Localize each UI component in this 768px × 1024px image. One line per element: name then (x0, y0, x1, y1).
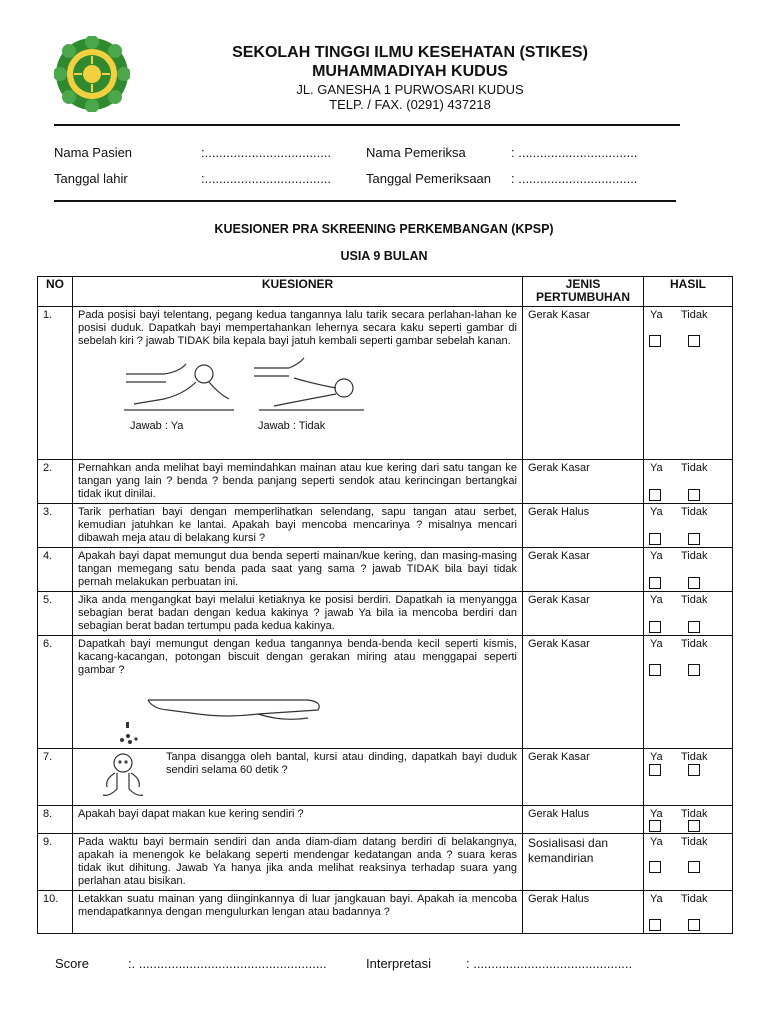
hasil-cell (644, 307, 733, 460)
row-number: 3. (38, 504, 73, 548)
nama-pemeriksa-label: Nama Pemeriksa (366, 145, 466, 160)
type-cell: Gerak Kasar (523, 548, 644, 592)
tidak-label: Tidak (681, 550, 708, 562)
type-cell: Gerak Kasar (523, 636, 644, 749)
question-text: Tanpa disangga oleh bantal, kursi atau dinding, dapatkah bayi duduk sendiri selama 60 detik ? (166, 751, 517, 776)
header-hasil: HASIL (644, 277, 733, 307)
question-cell (73, 636, 523, 749)
tanggal-lahir-label: Tanggal lahir (54, 171, 128, 186)
type-cell: Gerak Halus (523, 891, 644, 934)
ya-checkbox[interactable] (649, 533, 661, 545)
tidak-checkbox[interactable] (688, 664, 700, 676)
header-kuesioner: KUESIONER (73, 277, 523, 307)
question-text: Pada posisi bayi telentang, pegang kedua tangannya lalu tarik secara perlahan-lahan ke posisi duduk. Dapatkah bayi mempertahankan lehernya secara kaku seperti gambar di sebelah kiri ? jawab TIDAK bila kepala bayi jatuh kembali seperti gambar sebelah kanan. (78, 309, 517, 347)
row-number: 5. (38, 592, 73, 636)
row-number: 2. (38, 460, 73, 504)
ya-label: Ya (650, 808, 663, 820)
row-number: 7. (38, 749, 73, 806)
tidak-checkbox[interactable] (688, 533, 700, 545)
tidak-label: Tidak (681, 638, 708, 650)
tidak-checkbox[interactable] (688, 919, 700, 931)
ya-label: Ya (650, 309, 663, 321)
question-text: Tarik perhatian bayi dengan memperlihatkan selendang, sapu tangan atau serbet, kemudian jatuhkan ke lantai. Apakah bayi mencoba mencarinya ? misalnya mencari dibawah meja atau di belakang kursi ? (73, 504, 523, 548)
tidak-label: Tidak (681, 751, 708, 763)
tidak-label: Tidak (681, 462, 708, 474)
ya-checkbox[interactable] (649, 577, 661, 589)
question-text: Apakah bayi dapat memungut dua benda seperti mainan/kue kering, dan masing-masing tangan memegang satu benda pada saat yang sama ? jawab TIDAK bila bayi tidak pernah melakukan perbuatan ini. (73, 548, 523, 592)
score-field[interactable]: :. .................................................... (128, 956, 327, 971)
tidak-checkbox[interactable] (688, 489, 700, 501)
caption-tidak: Jawab : Tidak (258, 420, 326, 432)
row-number: 6. (38, 636, 73, 749)
info-rule (54, 200, 676, 202)
row-number: 1. (38, 307, 73, 460)
nama-pasien-label: Nama Pasien (54, 145, 133, 160)
interpretasi-field[interactable]: : ............................................ (466, 956, 633, 971)
institution-name: SEKOLAH TINGGI ILMU KESEHATAN (STIKES) (232, 44, 588, 61)
caption-ya: Jawab : Ya (130, 420, 184, 432)
header-no: NO (38, 277, 73, 307)
question-text: Apakah bayi dapat makan kue kering sendiri ? (73, 806, 523, 834)
tanggal-lahir-field[interactable]: :................................... (201, 171, 332, 186)
ya-label: Ya (650, 462, 663, 474)
tidak-label: Tidak (681, 836, 708, 848)
hand-reaching-illustration (108, 692, 328, 746)
hasil-cell (644, 891, 733, 934)
sitting-baby-illustration (95, 751, 151, 801)
table-row (38, 548, 733, 592)
tidak-checkbox[interactable] (688, 621, 700, 633)
tidak-checkbox[interactable] (688, 764, 700, 776)
ya-checkbox[interactable] (649, 489, 661, 501)
tanggal-pemeriksaan-field[interactable]: : ................................. (511, 171, 638, 186)
table-row (38, 749, 733, 806)
hasil-cell (644, 592, 733, 636)
row-number: 4. (38, 548, 73, 592)
type-cell: Gerak Kasar (523, 307, 644, 460)
table-row (38, 460, 733, 504)
institution-address: JL. GANESHA 1 PURWOSARI KUDUS (296, 82, 524, 97)
type-cell: Sosialisasi dan kemandirian (523, 834, 644, 891)
type-cell: Gerak Kasar (523, 460, 644, 504)
hasil-cell (644, 504, 733, 548)
row-number: 9. (38, 834, 73, 891)
question-text: Jika anda mengangkat bayi melalui ketiaknya ke posisi berdiri. Dapatkah ia menyangga sebagian berat badan dengan kedua kakinya ? jawab Ya bila ia mencoba berdiri dan sebagian berat badan tertumpu pada kedua kakinya. (73, 592, 523, 636)
tidak-label: Tidak (681, 506, 708, 518)
ya-label: Ya (650, 836, 663, 848)
form-subtitle: USIA 9 BULAN (340, 249, 428, 263)
tidak-checkbox[interactable] (688, 577, 700, 589)
ya-label: Ya (650, 638, 663, 650)
table-row (38, 504, 733, 548)
row-number: 8. (38, 806, 73, 834)
ya-checkbox[interactable] (649, 664, 661, 676)
table-row (38, 834, 733, 891)
nama-pemeriksa-field[interactable]: : ................................. (511, 145, 638, 160)
tidak-label: Tidak (681, 594, 708, 606)
interpretasi-label: Interpretasi (366, 956, 432, 971)
type-cell: Gerak Halus (523, 806, 644, 834)
ya-checkbox[interactable] (649, 861, 661, 873)
hasil-cell (644, 460, 733, 504)
tidak-checkbox[interactable] (688, 861, 700, 873)
institution-phone: TELP. / FAX. (0291) 437218 (329, 97, 491, 112)
hasil-cell (644, 834, 733, 891)
tidak-checkbox[interactable] (688, 335, 700, 347)
question-cell (73, 749, 523, 806)
baby-pull-to-sit-illustration (124, 354, 364, 416)
table-row (38, 307, 733, 460)
table-row (38, 806, 733, 834)
ya-checkbox[interactable] (649, 820, 661, 832)
ya-label: Ya (650, 550, 663, 562)
ya-checkbox[interactable] (649, 335, 661, 347)
kpsp-table (37, 276, 733, 934)
score-label: Score (55, 956, 89, 971)
tidak-label: Tidak (681, 893, 708, 905)
nama-pasien-field[interactable]: :................................... (201, 145, 332, 160)
question-text: Pernahkan anda melihat bayi memindahkan mainan atau kue kering dari satu tangan ke tangan yang lain ? benda ? benda panjang seperti sendok atau kerincingan bertangkai tidak ikut dinilai. (73, 460, 523, 504)
type-cell: Gerak Kasar (523, 592, 644, 636)
hasil-cell (644, 806, 733, 834)
hasil-cell (644, 749, 733, 806)
tidak-label: Tidak (681, 309, 708, 321)
tanggal-pemeriksaan-label: Tanggal Pemeriksaan (366, 171, 492, 186)
ya-label: Ya (650, 751, 663, 763)
ya-checkbox[interactable] (649, 764, 661, 776)
ya-checkbox[interactable] (649, 621, 661, 633)
hasil-cell (644, 636, 733, 749)
question-text: Letakkan suatu mainan yang diinginkannya di luar jangkauan bayi. Apakah ia mencoba mendapatkannya dengan mengulurkan lengan atau badannya ? (73, 891, 523, 934)
table-row (38, 592, 733, 636)
tidak-label: Tidak (681, 808, 708, 820)
tidak-checkbox[interactable] (688, 820, 700, 832)
hasil-cell (644, 548, 733, 592)
row-number: 10. (38, 891, 73, 934)
ya-label: Ya (650, 594, 663, 606)
question-text: Dapatkah bayi memungut dengan kedua tangannya benda-benda kecil seperti kismis, kacang-kacangan, potongan biscuit dengan gerakan miring atau menggapai seperti gambar ? (78, 638, 517, 676)
question-text: Pada waktu bayi bermain sendiri dan anda diam-diam datang berdiri di belakangnya, apakah ia menengok ke belakang seperti mendengar kedatangan anda ? suara keras tidak ikut dihitung. Jawab Ya hanya jika anda melihat reaksinya terhadap suara yang perlahan atau bisikan. (73, 834, 523, 891)
type-cell: Gerak Kasar (523, 749, 644, 806)
table-row (38, 891, 733, 934)
header-jenis: JENIS PERTUMBUHAN (523, 277, 644, 307)
ya-checkbox[interactable] (649, 919, 661, 931)
stikes-logo (54, 36, 130, 112)
type-cell: Gerak Halus (523, 504, 644, 548)
table-row (38, 636, 733, 749)
header-rule (54, 124, 680, 126)
ya-label: Ya (650, 893, 663, 905)
ya-label: Ya (650, 506, 663, 518)
form-title: KUESIONER PRA SKREENING PERKEMBANGAN (KPSP) (214, 222, 554, 236)
institution-subname: MUHAMMADIYAH KUDUS (312, 63, 508, 80)
question-cell (73, 307, 523, 460)
